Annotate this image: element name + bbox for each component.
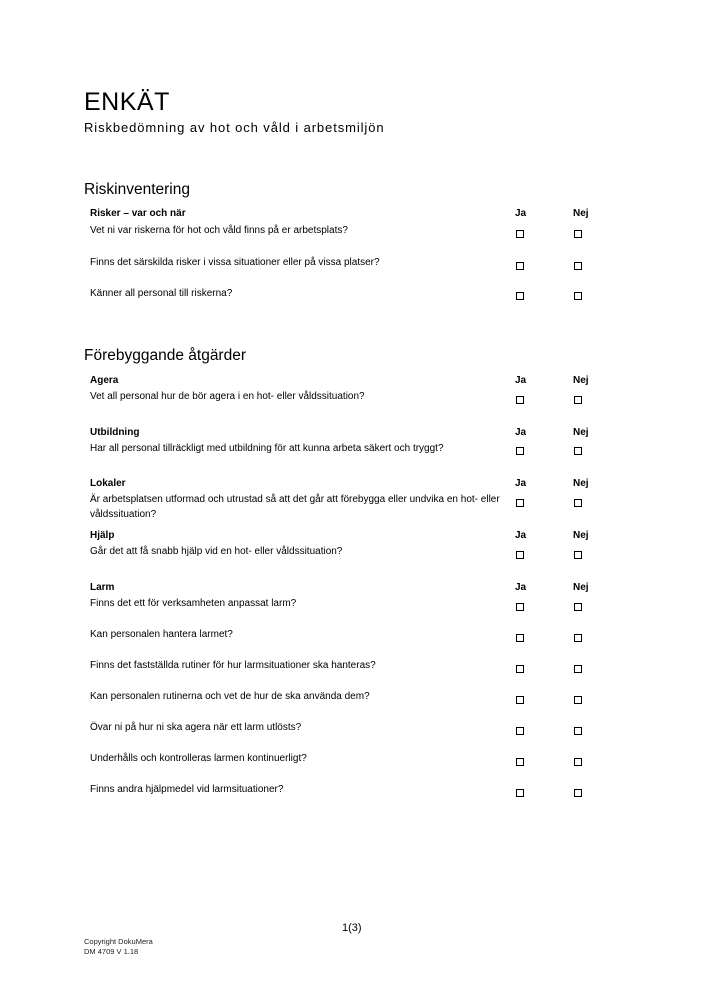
nej-checkbox[interactable] [574, 262, 582, 270]
group-header-agera [90, 374, 600, 387]
ja-checkbox[interactable] [516, 230, 524, 238]
column-nej-label: Nej [573, 582, 589, 593]
question-row [90, 286, 600, 301]
ja-checkbox[interactable] [516, 292, 524, 300]
nej-checkbox[interactable] [574, 603, 582, 611]
ja-checkbox[interactable] [516, 696, 524, 704]
ja-checkbox[interactable] [516, 634, 524, 642]
question-row [90, 627, 600, 642]
question-text: Finns det fastställda rutiner för hur larmsituationer ska hanteras? [90, 660, 376, 671]
question-text: Är arbetsplatsen utformad och utrustad så att det går att förebygga eller undvika en hot- eller våldssituation? [90, 494, 500, 520]
footer-copyright [84, 937, 153, 957]
column-ja-label: Ja [515, 375, 527, 386]
ja-checkbox[interactable] [516, 665, 524, 673]
question-row [90, 441, 600, 456]
group-header-utbildning [90, 426, 600, 439]
nej-checkbox[interactable] [574, 727, 582, 735]
group-label: Utbildning [90, 427, 140, 438]
section-title-riskinventering: Riskinventering [84, 181, 190, 198]
document-id: DM 4709 V 1.18 [84, 947, 139, 956]
question-row [90, 596, 600, 611]
question-row [90, 389, 600, 404]
section-title-forebyggande: Förebyggande åtgärder [84, 347, 247, 364]
column-ja-label: Ja [515, 530, 527, 541]
column-ja-label: Ja [515, 208, 527, 219]
question-row [90, 492, 600, 522]
ja-checkbox[interactable] [516, 396, 524, 404]
question-text: Finns det särskilda risker i vissa situationer eller på vissa platser? [90, 257, 380, 268]
group-label: Lokaler [90, 478, 126, 489]
ja-checkbox[interactable] [516, 262, 524, 270]
question-text: Kan personalen hantera larmet? [90, 629, 233, 640]
question-row [90, 658, 600, 673]
nej-checkbox[interactable] [574, 665, 582, 673]
page-number: 1(3) [342, 922, 362, 934]
question-row [90, 751, 600, 766]
column-nej-label: Nej [573, 530, 589, 541]
page-subtitle: Riskbedömning av hot och våld i arbetsmiljön [84, 120, 385, 135]
nej-checkbox[interactable] [574, 696, 582, 704]
column-ja-label: Ja [515, 427, 527, 438]
nej-checkbox[interactable] [574, 292, 582, 300]
copyright-text: Copyright DokuMera [84, 937, 153, 946]
column-nej-label: Nej [573, 478, 589, 489]
question-row [90, 689, 600, 704]
question-text: Har all personal tillräckligt med utbildning för att kunna arbeta säkert och tryggt? [90, 443, 444, 454]
question-text: Kan personalen rutinerna och vet de hur de ska använda dem? [90, 691, 370, 702]
nej-checkbox[interactable] [574, 551, 582, 559]
ja-checkbox[interactable] [516, 551, 524, 559]
question-row [90, 720, 600, 735]
group-label: Agera [90, 375, 119, 386]
nej-checkbox[interactable] [574, 789, 582, 797]
group-label: Risker – var och när [90, 208, 186, 219]
nej-checkbox[interactable] [574, 499, 582, 507]
nej-checkbox[interactable] [574, 758, 582, 766]
question-text: Vet ni var riskerna för hot och våld finns på er arbetsplats? [90, 225, 348, 236]
page-title: ENKÄT [84, 88, 170, 116]
question-row [90, 223, 600, 238]
question-text: Övar ni på hur ni ska agera när ett larm utlösts? [90, 722, 302, 733]
ja-checkbox[interactable] [516, 727, 524, 735]
nej-checkbox[interactable] [574, 396, 582, 404]
question-row [90, 544, 600, 559]
column-nej-label: Nej [573, 375, 589, 386]
group-header-risker [90, 207, 600, 220]
ja-checkbox[interactable] [516, 499, 524, 507]
group-label: Hjälp [90, 530, 115, 541]
question-text: Finns det ett för verksamheten anpassat larm? [90, 598, 297, 609]
nej-checkbox[interactable] [574, 447, 582, 455]
column-ja-label: Ja [515, 478, 527, 489]
ja-checkbox[interactable] [516, 603, 524, 611]
question-text: Går det att få snabb hjälp vid en hot- eller våldssituation? [90, 546, 343, 557]
group-header-lokaler [90, 477, 600, 490]
group-header-larm [90, 581, 600, 594]
question-row [90, 782, 600, 797]
column-nej-label: Nej [573, 427, 589, 438]
question-row [90, 255, 600, 270]
question-text: Vet all personal hur de bör agera i en hot- eller våldssituation? [90, 391, 365, 402]
ja-checkbox[interactable] [516, 447, 524, 455]
nej-checkbox[interactable] [574, 230, 582, 238]
question-text: Känner all personal till riskerna? [90, 288, 233, 299]
column-ja-label: Ja [515, 582, 527, 593]
group-header-hjalp [90, 529, 600, 542]
column-nej-label: Nej [573, 208, 589, 219]
nej-checkbox[interactable] [574, 634, 582, 642]
question-text: Underhålls och kontrolleras larmen kontinuerligt? [90, 753, 307, 764]
question-text: Finns andra hjälpmedel vid larmsituationer? [90, 784, 284, 795]
ja-checkbox[interactable] [516, 758, 524, 766]
group-label: Larm [90, 582, 115, 593]
ja-checkbox[interactable] [516, 789, 524, 797]
